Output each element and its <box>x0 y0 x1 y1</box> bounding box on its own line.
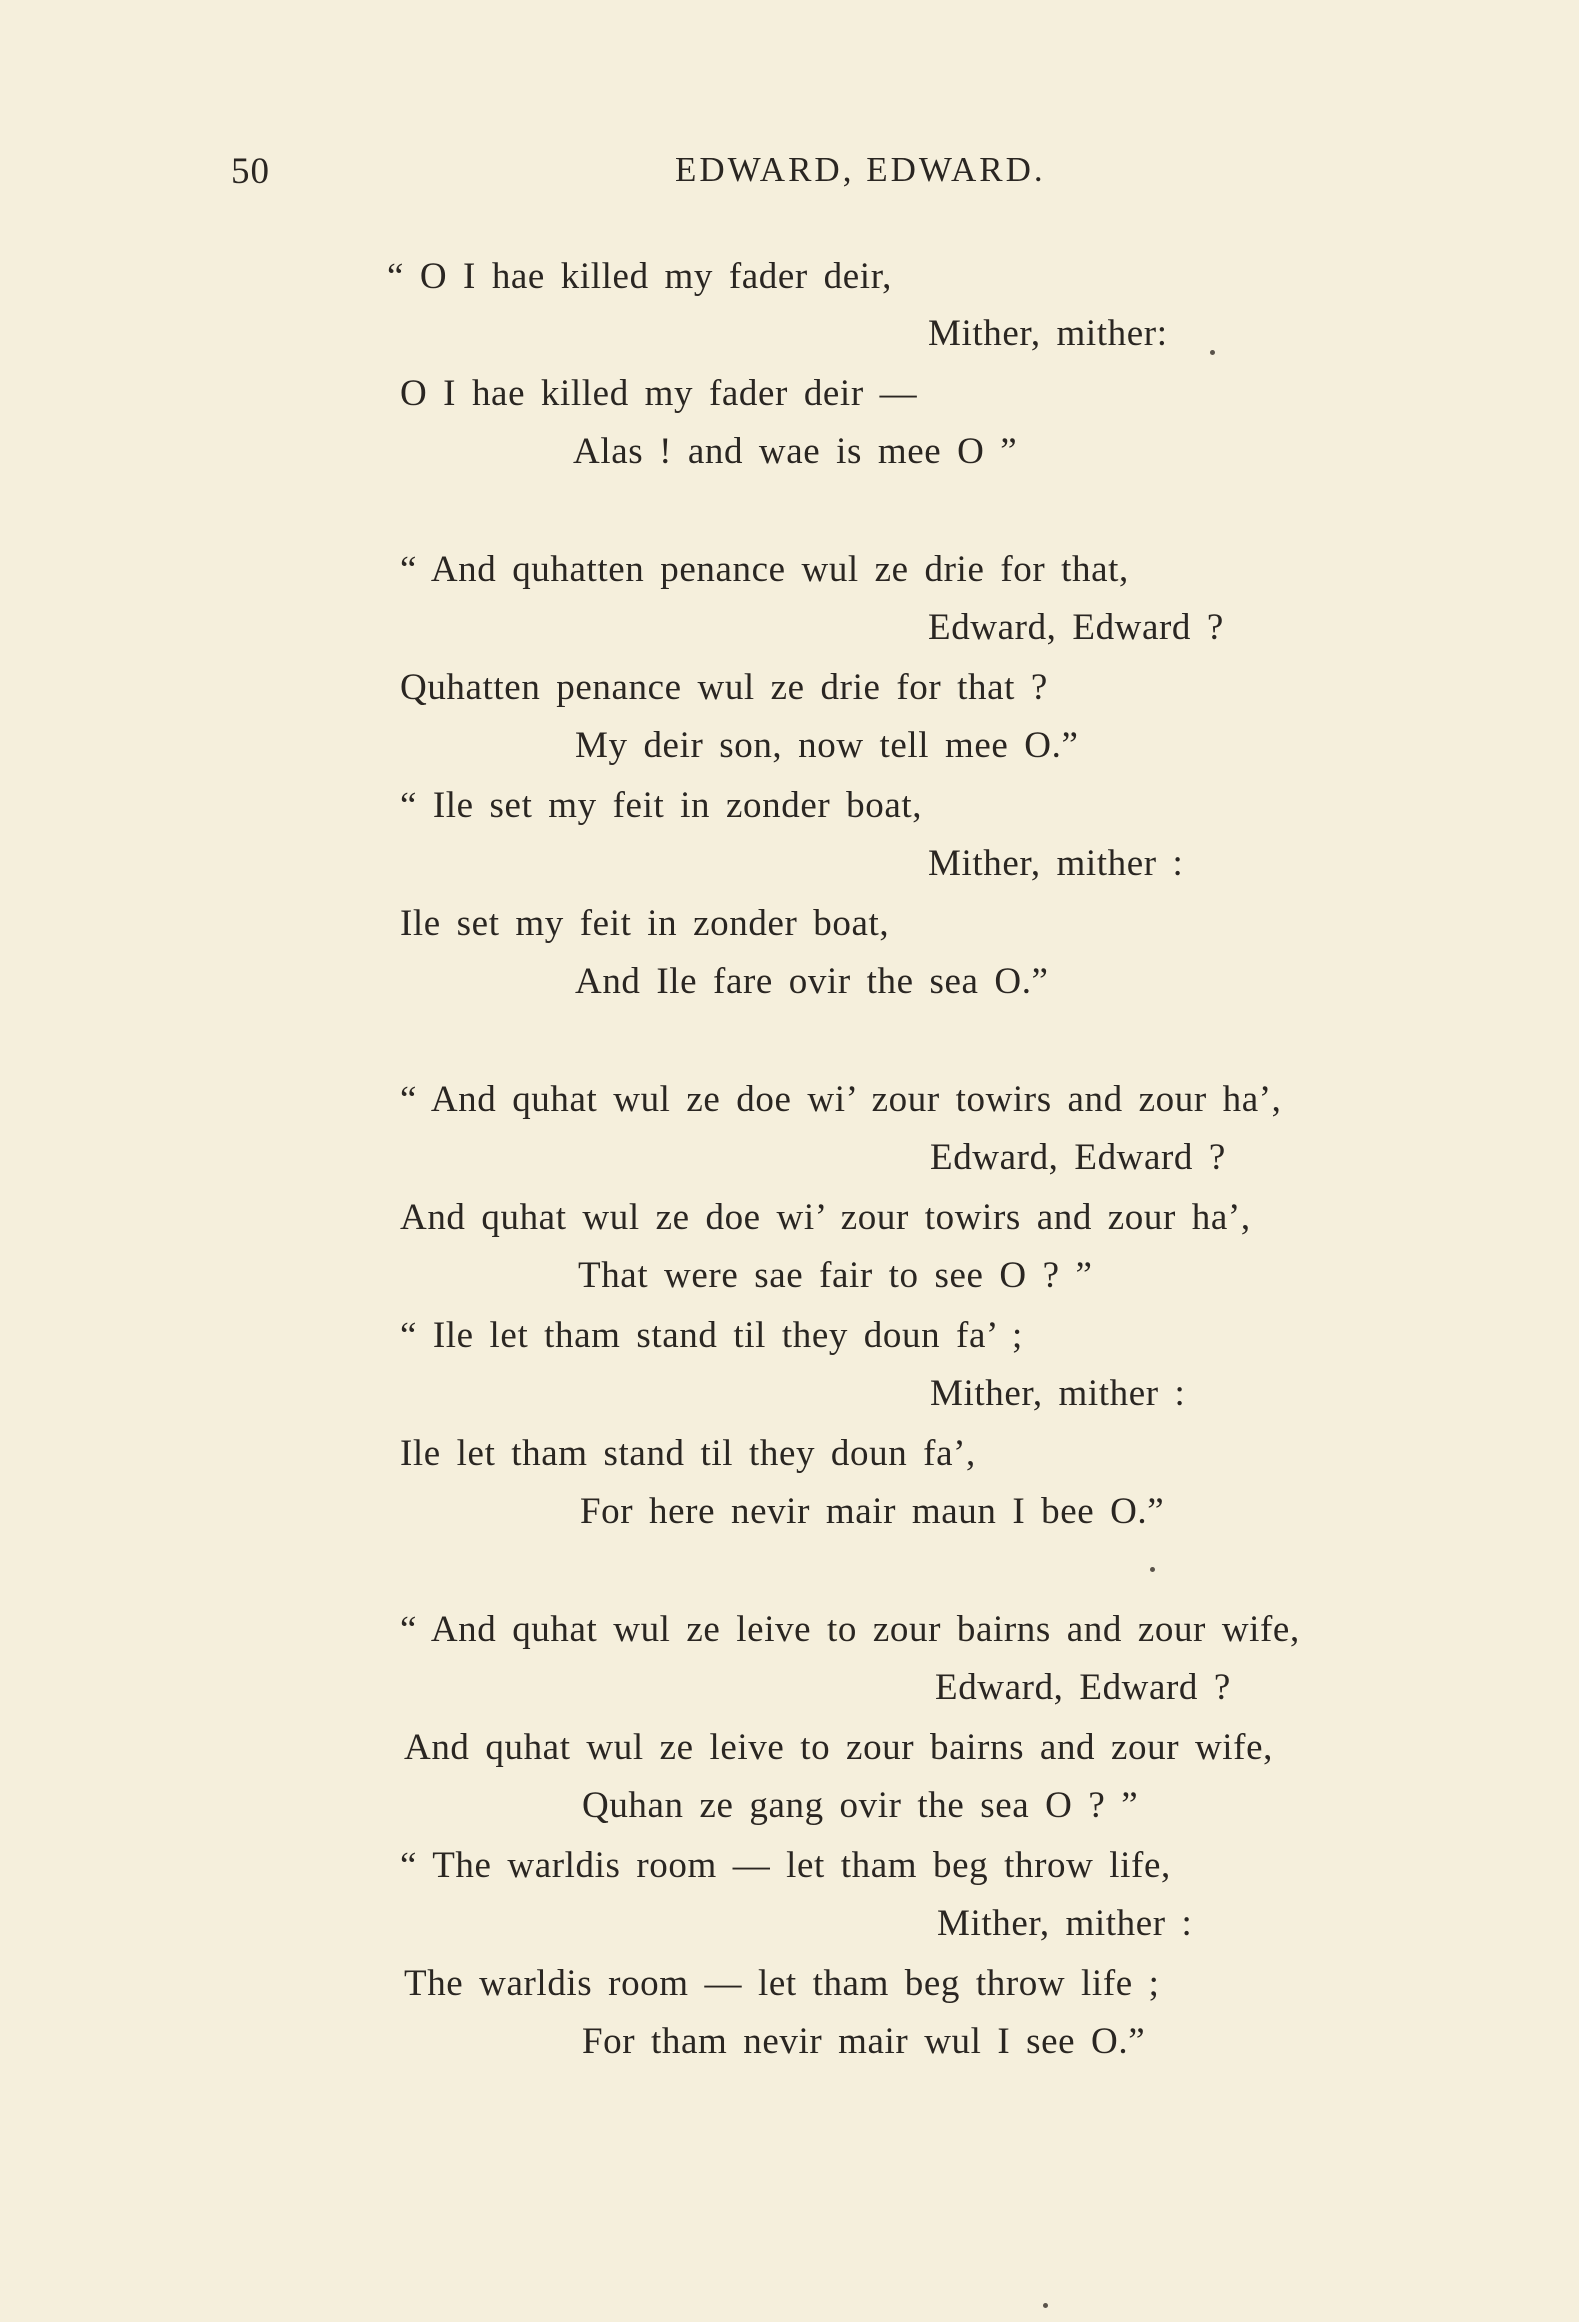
poem-line: O I hae killed my fader deir — <box>400 373 918 414</box>
poem-line: Alas ! and wae is mee O ” <box>573 431 1018 472</box>
poem-line: That were sae fair to see O ? ” <box>578 1255 1093 1296</box>
poem-line: The warldis room — let tham beg throw life ; <box>404 1963 1160 2004</box>
poem-line: Mither, mither : <box>928 843 1184 884</box>
poem-line: And quhat wul ze leive to zour bairns and zour wife, <box>404 1727 1273 1768</box>
poem-line: Mither, mither: <box>928 313 1168 354</box>
poem-line: My deir son, now tell mee O.” <box>575 725 1079 766</box>
poem-line: For here nevir mair maun I bee O.” <box>580 1491 1165 1532</box>
poem-line: Edward, Edward ? <box>928 607 1224 648</box>
running-head <box>0 150 1579 210</box>
poem-line: Mither, mither : <box>930 1373 1186 1414</box>
poem-line: Edward, Edward ? <box>935 1667 1231 1708</box>
poem-line: And quhat wul ze doe wi’ zour towirs and zour ha’, <box>400 1197 1251 1238</box>
poem-line: And Ile fare ovir the sea O.” <box>575 961 1049 1002</box>
poem-line: “ And quhatten penance wul ze drie for that, <box>400 549 1129 590</box>
poem-line: Edward, Edward ? <box>930 1137 1226 1178</box>
poem-line: “ O I hae killed my fader deir, <box>387 256 892 297</box>
poem-line: “ And quhat wul ze doe wi’ zour towirs and zour ha’, <box>400 1079 1282 1120</box>
paper-speck <box>1043 2303 1048 2308</box>
poem-line: “ The warldis room — let tham beg throw life, <box>400 1845 1171 1886</box>
paper-speck <box>1210 350 1215 355</box>
poem-line: Quhatten penance wul ze drie for that ? <box>400 667 1048 708</box>
page-title: EDWARD, EDWARD. <box>675 150 1046 189</box>
poem-line: Mither, mither : <box>937 1903 1193 1944</box>
poem-line: For tham nevir mair wul I see O.” <box>582 2021 1146 2062</box>
poem-line: Quhan ze gang ovir the sea O ? ” <box>582 1785 1139 1826</box>
poem-line: Ile let tham stand til they doun fa’, <box>400 1433 976 1474</box>
poem-line: “ And quhat wul ze leive to zour bairns and zour wife, <box>400 1609 1300 1650</box>
paper-speck <box>1150 1567 1155 1572</box>
poem-line: “ Ile set my feit in zonder boat, <box>400 785 923 826</box>
poem-line: Ile set my feit in zonder boat, <box>400 903 890 944</box>
poem-line: “ Ile let tham stand til they doun fa’ ; <box>400 1315 1023 1356</box>
page-number: 50 <box>231 151 270 192</box>
